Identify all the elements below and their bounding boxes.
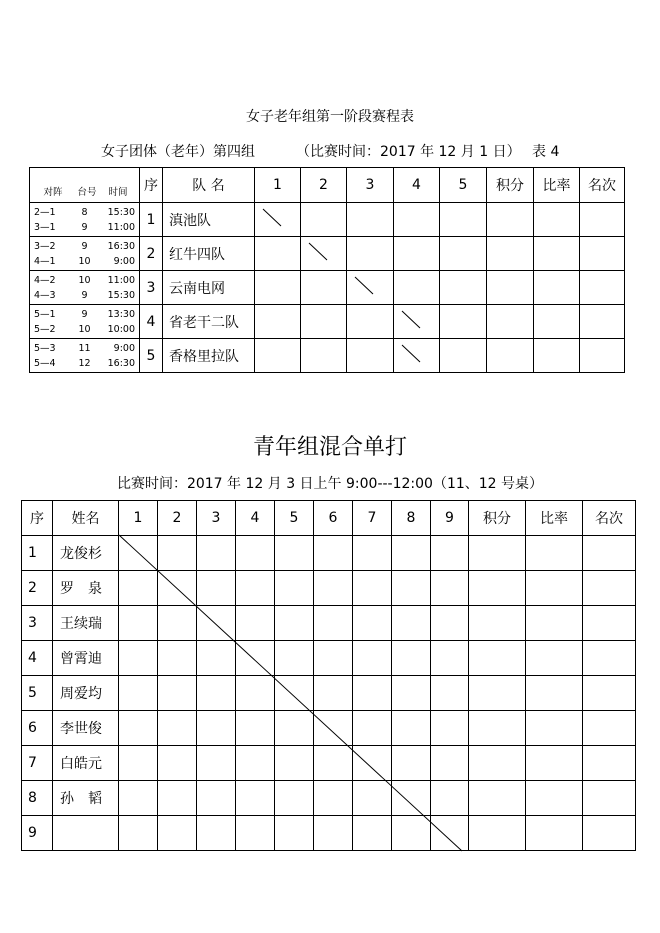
seq-cell: 2	[22, 571, 53, 606]
score-cell	[197, 676, 236, 711]
header-cell: 比率	[526, 501, 583, 536]
score-cell	[583, 816, 636, 851]
score-cell	[275, 711, 314, 746]
score-cell	[580, 305, 625, 339]
schedule-header-cell: 对阵 台号 时间	[30, 168, 140, 203]
score-cell	[158, 536, 197, 571]
score-cell	[487, 271, 534, 305]
score-cell	[583, 676, 636, 711]
score-cell	[526, 676, 583, 711]
section-time: 比赛时间：2017 年 12 月 3 日上午 9:00---12:00（11、12 号桌）	[116, 476, 544, 492]
table-row	[22, 746, 636, 781]
header-cell: 名次	[580, 168, 625, 203]
score-cell	[431, 676, 469, 711]
score-cell	[469, 641, 526, 676]
singles-table	[21, 500, 636, 851]
score-cell	[469, 711, 526, 746]
group-name: 女子团体（老年）第四组	[101, 144, 255, 160]
header-cell: 姓名	[53, 501, 119, 536]
score-cell	[394, 237, 440, 271]
score-cell	[197, 781, 236, 816]
score-cell	[469, 781, 526, 816]
diagonal-mark	[255, 203, 301, 236]
matchup: 5—1	[34, 308, 56, 320]
schedule-line	[34, 341, 135, 356]
schedule-cell	[30, 339, 140, 373]
score-cell	[236, 606, 275, 641]
score-cell	[119, 781, 158, 816]
score-cell	[119, 711, 158, 746]
score-cell	[236, 711, 275, 746]
score-cell	[255, 237, 301, 271]
table-row	[30, 237, 625, 271]
header-cell: 名次	[583, 501, 636, 536]
score-cell	[392, 816, 431, 851]
table-number: 10	[78, 255, 91, 267]
score-cell	[301, 339, 347, 373]
match-time: 11:00	[107, 274, 135, 286]
score-cell	[119, 606, 158, 641]
score-cell	[353, 816, 392, 851]
header-cell: 4	[394, 168, 440, 203]
player-name-cell: 王续瑞	[53, 606, 119, 641]
schedule-line	[34, 220, 135, 235]
seq-cell: 7	[22, 746, 53, 781]
seq-cell: 6	[22, 711, 53, 746]
score-cell	[534, 339, 580, 373]
score-cell	[431, 571, 469, 606]
table-row	[30, 305, 625, 339]
score-cell	[197, 536, 236, 571]
match-time: 15:30	[107, 206, 135, 218]
score-cell	[301, 305, 347, 339]
table-header-row	[30, 168, 625, 203]
score-cell	[580, 237, 625, 271]
team-name-cell: 云南电网	[163, 271, 255, 305]
score-cell	[583, 746, 636, 781]
score-cell	[431, 711, 469, 746]
schedule-cell	[30, 305, 140, 339]
score-cell	[526, 606, 583, 641]
header-cell: 6	[314, 501, 353, 536]
seq-cell: 5	[140, 339, 163, 373]
score-cell	[197, 571, 236, 606]
score-cell	[158, 816, 197, 851]
matchup: 5—3	[34, 342, 56, 354]
matchup: 5—4	[34, 357, 56, 369]
header-cell: 4	[236, 501, 275, 536]
team-name-cell: 红牛四队	[163, 237, 255, 271]
score-cell	[526, 781, 583, 816]
score-cell	[314, 606, 353, 641]
table-number: 10	[78, 323, 91, 335]
table-label: 表 4	[532, 144, 560, 160]
score-cell	[158, 781, 197, 816]
score-cell	[275, 641, 314, 676]
seq-cell: 4	[22, 641, 53, 676]
score-cell	[353, 781, 392, 816]
score-cell	[347, 305, 394, 339]
seq-cell: 1	[140, 203, 163, 237]
table-number: 11	[78, 342, 91, 354]
header-cell: 5	[275, 501, 314, 536]
score-cell	[353, 641, 392, 676]
score-cell	[119, 746, 158, 781]
score-cell	[197, 711, 236, 746]
score-cell	[469, 816, 526, 851]
score-cell	[487, 203, 534, 237]
score-cell	[392, 641, 431, 676]
header-cell: 1	[255, 168, 301, 203]
score-cell	[431, 816, 469, 851]
player-name-cell: 曾霄迪	[53, 641, 119, 676]
match-date: （比赛时间：2017 年 12 月 1 日）	[296, 144, 521, 160]
schedule-line	[34, 273, 135, 288]
table-number: 10	[78, 274, 91, 286]
score-cell	[347, 237, 394, 271]
diagonal-cell	[394, 339, 440, 373]
score-cell	[469, 536, 526, 571]
diagonal-mark	[394, 339, 440, 372]
score-cell	[534, 271, 580, 305]
matchup: 5—2	[34, 323, 56, 335]
score-cell	[526, 536, 583, 571]
header-cell: 3	[197, 501, 236, 536]
schedule-cell	[30, 271, 140, 305]
score-cell	[255, 271, 301, 305]
table-row	[22, 606, 636, 641]
score-cell	[119, 571, 158, 606]
score-cell	[236, 676, 275, 711]
score-cell	[158, 641, 197, 676]
seq-cell: 9	[22, 816, 53, 851]
score-cell	[353, 676, 392, 711]
score-cell	[583, 571, 636, 606]
score-cell	[314, 536, 353, 571]
table-number: 9	[81, 240, 88, 252]
score-cell	[236, 571, 275, 606]
schedule-line	[34, 254, 135, 269]
schedule-line	[34, 322, 135, 337]
header-cell: 1	[119, 501, 158, 536]
table-row	[30, 203, 625, 237]
score-cell	[275, 676, 314, 711]
diagonal-cell	[347, 271, 394, 305]
score-cell	[534, 203, 580, 237]
score-cell	[236, 816, 275, 851]
seq-cell: 3	[140, 271, 163, 305]
header-cell: 积分	[487, 168, 534, 203]
table-row	[22, 641, 636, 676]
matchup: 2—1	[34, 206, 56, 218]
score-cell	[275, 606, 314, 641]
score-cell	[580, 203, 625, 237]
table-header-row	[22, 501, 636, 536]
score-cell	[197, 641, 236, 676]
score-cell	[236, 536, 275, 571]
score-cell	[158, 746, 197, 781]
score-cell	[526, 711, 583, 746]
score-cell	[353, 746, 392, 781]
score-cell	[314, 746, 353, 781]
player-name-cell: 李世俊	[53, 711, 119, 746]
table-row	[22, 536, 636, 571]
seq-cell: 4	[140, 305, 163, 339]
score-cell	[275, 571, 314, 606]
match-time: 9:00	[113, 255, 135, 267]
diagonal-mark	[347, 271, 393, 304]
seq-cell: 3	[22, 606, 53, 641]
schedule-cell	[30, 237, 140, 271]
score-cell	[392, 571, 431, 606]
score-cell	[534, 237, 580, 271]
team-name-cell: 滇池队	[163, 203, 255, 237]
score-cell	[440, 339, 487, 373]
score-cell	[431, 606, 469, 641]
score-cell	[158, 711, 197, 746]
score-cell	[580, 339, 625, 373]
matchup: 3—2	[34, 240, 56, 252]
score-cell	[353, 536, 392, 571]
seq-cell: 1	[22, 536, 53, 571]
table-row	[22, 781, 636, 816]
score-cell	[314, 816, 353, 851]
score-cell	[469, 746, 526, 781]
score-cell	[583, 606, 636, 641]
schedule-line	[34, 356, 135, 371]
player-name-cell	[53, 816, 119, 851]
score-cell	[440, 305, 487, 339]
score-cell	[275, 781, 314, 816]
score-cell	[353, 571, 392, 606]
score-cell	[392, 746, 431, 781]
matchup: 4—3	[34, 289, 56, 301]
score-cell	[431, 536, 469, 571]
score-cell	[392, 676, 431, 711]
matchup: 4—1	[34, 255, 56, 267]
score-cell	[583, 711, 636, 746]
score-cell	[487, 305, 534, 339]
table-row	[30, 271, 625, 305]
score-cell	[583, 641, 636, 676]
score-cell	[314, 711, 353, 746]
score-cell	[394, 271, 440, 305]
score-cell	[314, 781, 353, 816]
team-schedule-table	[29, 167, 625, 373]
score-cell	[431, 781, 469, 816]
player-name-cell: 龙俊杉	[53, 536, 119, 571]
score-cell	[353, 606, 392, 641]
table-row	[22, 711, 636, 746]
diagonal-cell	[394, 305, 440, 339]
match-time: 15:30	[107, 289, 135, 301]
score-cell	[347, 339, 394, 373]
match-time: 13:30	[107, 308, 135, 320]
header-cell: 队 名	[163, 168, 255, 203]
score-cell	[583, 536, 636, 571]
table-row	[22, 816, 636, 851]
score-cell	[275, 746, 314, 781]
document-title: 女子老年组第一阶段赛程表	[246, 109, 414, 125]
match-time: 9:00	[113, 342, 135, 354]
header-cell: 7	[353, 501, 392, 536]
header-cell: 2	[158, 501, 197, 536]
score-cell	[583, 781, 636, 816]
score-cell	[580, 271, 625, 305]
seq-cell: 5	[22, 676, 53, 711]
score-cell	[392, 536, 431, 571]
score-cell	[119, 676, 158, 711]
score-cell	[255, 305, 301, 339]
match-time: 11:00	[107, 221, 135, 233]
team-name-cell: 香格里拉队	[163, 339, 255, 373]
score-cell	[158, 676, 197, 711]
header-cell: 积分	[469, 501, 526, 536]
score-cell	[469, 606, 526, 641]
header-cell: 5	[440, 168, 487, 203]
diagonal-cell	[301, 237, 347, 271]
player-name-cell: 罗 泉	[53, 571, 119, 606]
score-cell	[431, 641, 469, 676]
schedule-line	[34, 205, 135, 220]
schedule-line	[34, 239, 135, 254]
score-cell	[197, 606, 236, 641]
score-cell	[469, 676, 526, 711]
score-cell	[487, 339, 534, 373]
seq-cell: 2	[140, 237, 163, 271]
score-cell	[526, 641, 583, 676]
header-cell: 序	[140, 168, 163, 203]
score-cell	[431, 746, 469, 781]
table-number: 9	[81, 308, 88, 320]
score-cell	[275, 816, 314, 851]
score-cell	[534, 305, 580, 339]
score-cell	[314, 641, 353, 676]
score-cell	[236, 746, 275, 781]
score-cell	[526, 816, 583, 851]
score-cell	[440, 237, 487, 271]
score-cell	[526, 571, 583, 606]
table-number: 8	[81, 206, 88, 218]
score-cell	[469, 571, 526, 606]
score-cell	[487, 237, 534, 271]
score-cell	[392, 781, 431, 816]
player-name-cell: 周爱均	[53, 676, 119, 711]
match-time: 10:00	[107, 323, 135, 335]
score-cell	[440, 271, 487, 305]
score-cell	[197, 816, 236, 851]
table-row	[30, 339, 625, 373]
section-title: 青年组混合单打	[252, 435, 407, 460]
diagonal-cell	[255, 203, 301, 237]
score-cell	[394, 203, 440, 237]
diagonal-mark	[301, 237, 347, 270]
score-cell	[236, 781, 275, 816]
player-name-cell: 孙 韬	[53, 781, 119, 816]
matchup: 4—2	[34, 274, 56, 286]
score-cell	[353, 711, 392, 746]
schedule-line	[34, 307, 135, 322]
score-cell	[236, 641, 275, 676]
matchup: 3—1	[34, 221, 56, 233]
score-cell	[197, 746, 236, 781]
score-cell	[275, 536, 314, 571]
table-number: 9	[81, 221, 88, 233]
header-cell: 比率	[534, 168, 580, 203]
score-cell	[392, 711, 431, 746]
header-cell: 8	[392, 501, 431, 536]
score-cell	[119, 536, 158, 571]
team-name-cell: 省老干二队	[163, 305, 255, 339]
score-cell	[158, 571, 197, 606]
score-cell	[440, 203, 487, 237]
header-cell: 9	[431, 501, 469, 536]
table-row	[22, 676, 636, 711]
seq-cell: 8	[22, 781, 53, 816]
score-cell	[314, 571, 353, 606]
table-number: 9	[81, 289, 88, 301]
header-cell: 3	[347, 168, 394, 203]
score-cell	[526, 746, 583, 781]
score-cell	[119, 641, 158, 676]
schedule-cell	[30, 203, 140, 237]
table-row	[22, 571, 636, 606]
schedule-line	[34, 288, 135, 303]
score-cell	[347, 203, 394, 237]
score-cell	[119, 816, 158, 851]
header-cell: 2	[301, 168, 347, 203]
header-cell: 序	[22, 501, 53, 536]
table-number: 12	[78, 357, 91, 369]
player-name-cell: 白皓元	[53, 746, 119, 781]
score-cell	[301, 203, 347, 237]
score-cell	[392, 606, 431, 641]
score-cell	[301, 271, 347, 305]
diagonal-mark	[394, 305, 440, 338]
score-cell	[314, 676, 353, 711]
score-cell	[255, 339, 301, 373]
match-time: 16:30	[107, 240, 135, 252]
score-cell	[158, 606, 197, 641]
match-time: 16:30	[107, 357, 135, 369]
